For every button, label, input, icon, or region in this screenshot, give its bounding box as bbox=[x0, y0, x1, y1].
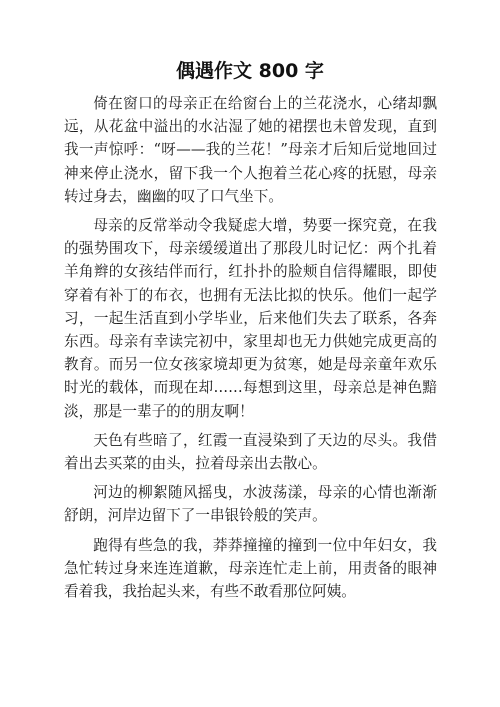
paragraph-1: 倚在窗口的母亲正在给窗台上的兰花浇水，心绪却飘远，从花盆中溢出的水沾湿了她的裙摆也未曾发现，直到我一声惊呼：“呀——我的兰花！”母亲才后知后觉地回过神来停止浇水，留下我一个人抱着兰花心疼的抚慰，母亲转过身去，幽幽的叹了口气坐下。 bbox=[64, 95, 437, 205]
document-body bbox=[64, 92, 437, 603]
paragraph-5: 跑得有些急的我，莽莽撞撞的撞到一位中年妇女，我急忙转过身来连连道歉，母亲连忙走上前，用责备的眼神看着我，我抬起头来，有些不敢看那位阿姨。 bbox=[64, 536, 437, 601]
paragraph-2: 母亲的反常举动令我疑虑大增，势要一探究竟，在我的强势围攻下，母亲缓缓道出了那段儿时记忆：两个扎着羊角辫的女孩结伴而行，红扑扑的脸颊自信得耀眼，即使穿着有补丁的布衣，也拥有无法比拟的快乐。他们一起学习，一起生活直到小学毕业，后来他们失去了联系，各奔东西。母亲有幸读完初中，家里却也无力供她完成更高的教育。而另一位女孩家境却更为贫寒，她是母亲童年欢乐时光的载体，而现在却……每想到这里，母亲总是神色黯淡，那是一辈子的的朋友啊！ bbox=[64, 217, 437, 420]
paragraph-4: 河边的柳絮随风摇曳，水波荡漾，母亲的心情也渐渐舒朗，河岸边留下了一串银铃般的笑声。 bbox=[64, 484, 437, 525]
paragraph-3: 天色有些暗了，红霞一直浸染到了天边的尽头。我借着出去买菜的由头，拉着母亲出去散心。 bbox=[64, 431, 437, 473]
document-title: 偶遇作文 800 字 bbox=[176, 60, 324, 82]
